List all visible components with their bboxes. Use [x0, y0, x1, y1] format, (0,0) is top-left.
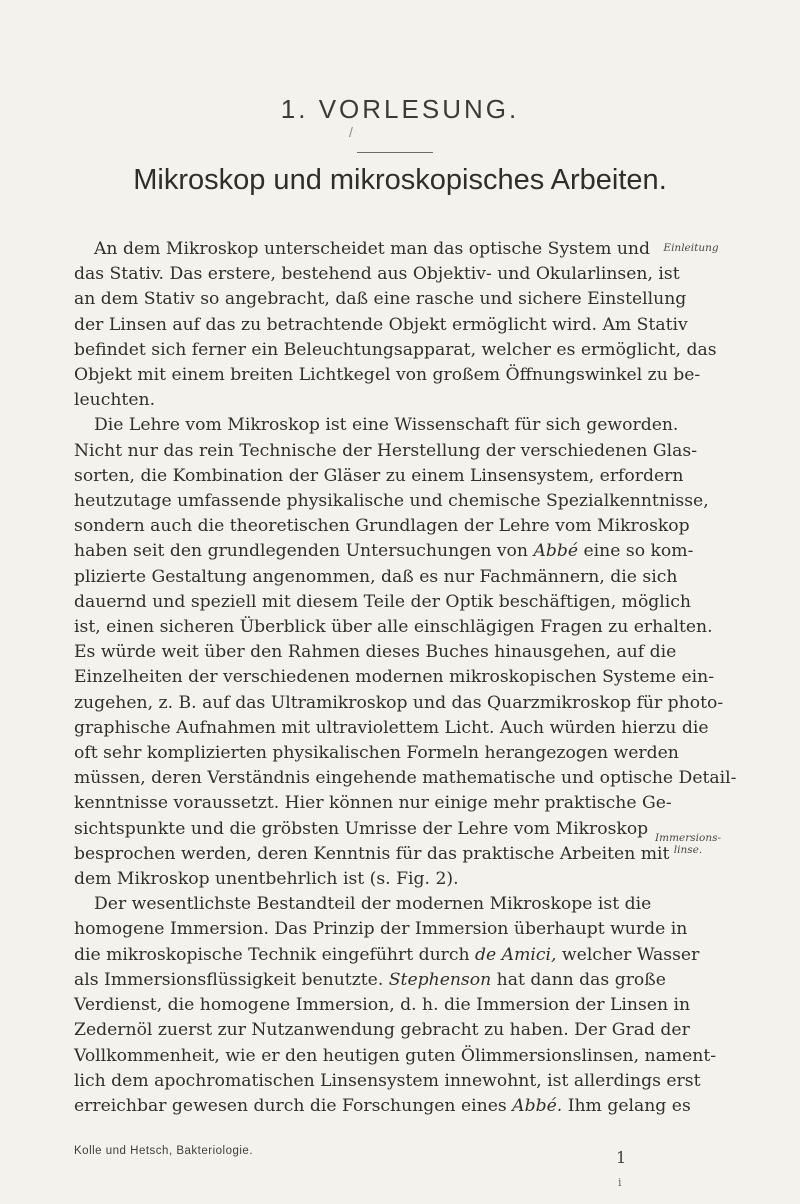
text-line: dem Mikroskop unentbehrlich ist (s. Fig. 2). [74, 869, 459, 890]
text-line [74, 968, 666, 993]
text-line: ist, einen sicheren Überblick über alle einschlägigen Fragen zu erhalten. [74, 617, 713, 638]
chapter-title: Mikroskop und mikroskopisches Arbeiten. [133, 164, 667, 196]
pencil-mark: / [349, 124, 353, 140]
text-line: Verdienst, die homogene Immersion, d. h. die Immersion der Linsen in [74, 995, 691, 1016]
text-line: lich dem apochromatischen Linsensystem innewohnt, ist allerdings erst [74, 1070, 701, 1091]
text-line: Der wesentlichste Bestandteil der modernen Mikroskope ist die [94, 894, 652, 915]
text-line: heutzutage umfassende physikalische und chemische Spezialkenntnisse, [74, 491, 709, 512]
margin-note-line: linse. [673, 844, 703, 856]
text-segment: die mikroskopische Technik eingeführt durch [74, 944, 476, 965]
author-name: de Amici, [475, 944, 557, 965]
author-name: Abbé. [512, 1095, 563, 1116]
author-name: Abbé [533, 541, 579, 562]
text-segment: eine so kom- [578, 541, 694, 562]
text-line: der Linsen auf das zu betrachtende Objekt ermöglicht wird. Am Stativ [74, 314, 688, 335]
text-line [74, 943, 700, 968]
lecture-heading: 1. VORLESUNG. [280, 94, 520, 124]
text-line: sorten, die Kombination der Gläser zu einem Linsensystem, erfordern [74, 465, 684, 486]
text-segment: als Immersionsflüssigkeit benutzte. [74, 969, 389, 990]
text-line: leuchten. [74, 390, 156, 411]
text-line: Es würde weit über den Rahmen dieses Buches hinausgehen, auf die [74, 642, 677, 663]
text-line [74, 539, 694, 564]
text-line: befindet sich ferner ein Beleuchtungsapparat, welcher es ermöglicht, das [74, 339, 717, 360]
text-segment: erreichbar gewesen durch die Forschungen eines [74, 1095, 513, 1116]
text-line: sichtspunkte und die gröbsten Umrisse der Lehre vom Mikroskop [74, 818, 649, 839]
text-line: plizierte Gestaltung angenommen, daß es nur Fachmännern, die sich [74, 566, 678, 587]
text-segment: haben seit den grundlegenden Untersuchungen von [74, 541, 534, 562]
text-line [74, 1094, 691, 1119]
text-line: kenntnisse voraussetzt. Hier können nur einige mehr praktische Ge- [74, 793, 672, 814]
text-line: An dem Mikroskop unterscheidet man das optische System und [94, 239, 650, 259]
page-number: 1 [616, 1148, 627, 1167]
text-segment: Ihm gelang es [562, 1095, 691, 1116]
margin-note-line: Immersions- [654, 832, 722, 844]
text-line: Nicht nur das rein Technische der Herstellung der verschiedenen Glas- [74, 440, 697, 461]
text-line: Vollkommenheit, wie er den heutigen guten Ölimmersionslinsen, nament- [74, 1045, 717, 1066]
footer-authors: Kolle und Hetsch, Bakteriologie. [74, 1145, 254, 1157]
text-segment: welcher Wasser [556, 944, 700, 965]
text-line: sondern auch die theoretischen Grundlagen der Lehre vom Mikroskop [74, 516, 690, 537]
text-line: zugehen, z. B. auf das Ultramikroskop und das Quarzmikroskop für photo- [74, 692, 724, 713]
text-line: Zedernöl zuerst zur Nutzanwendung gebracht zu haben. Der Grad der [74, 1020, 690, 1041]
divider-rule [357, 152, 433, 153]
text-line: homogene Immersion. Das Prinzip der Immersion überhaupt wurde in [74, 919, 688, 940]
text-line: oft sehr komplizierten physikalischen Formeln herangezogen werden [74, 743, 679, 764]
text-line: müssen, deren Verständnis eingehende mathematische und optische Detail- [74, 768, 737, 789]
author-name: Stephenson [388, 969, 492, 990]
text-line: Einzelheiten der verschiedenen modernen mikroskopischen Systeme ein- [74, 667, 715, 688]
pencil-mark: i [618, 1176, 622, 1189]
text-line: an dem Stativ so angebracht, daß eine rasche und sichere Einstellung [74, 289, 687, 310]
text-line: besprochen werden, deren Kenntnis für das praktische Arbeiten mit [74, 843, 670, 864]
text-line: Objekt mit einem breiten Lichtkegel von großem Öffnungswinkel zu be- [74, 365, 701, 386]
text-line: graphische Aufnahmen mit ultraviolettem Licht. Auch würden hierzu die [74, 717, 709, 738]
text-segment: hat dann das große [491, 969, 666, 990]
text-line: Die Lehre vom Mikroskop ist eine Wissenschaft für sich geworden. [94, 415, 679, 436]
text-line: das Stativ. Das erstere, bestehend aus Objektiv- und Okularlinsen, ist [74, 264, 680, 285]
margin-note-einleitung: Einleitung [663, 242, 719, 254]
text-line: dauernd und speziell mit diesem Teile der Optik beschäftigen, möglich [74, 591, 691, 612]
